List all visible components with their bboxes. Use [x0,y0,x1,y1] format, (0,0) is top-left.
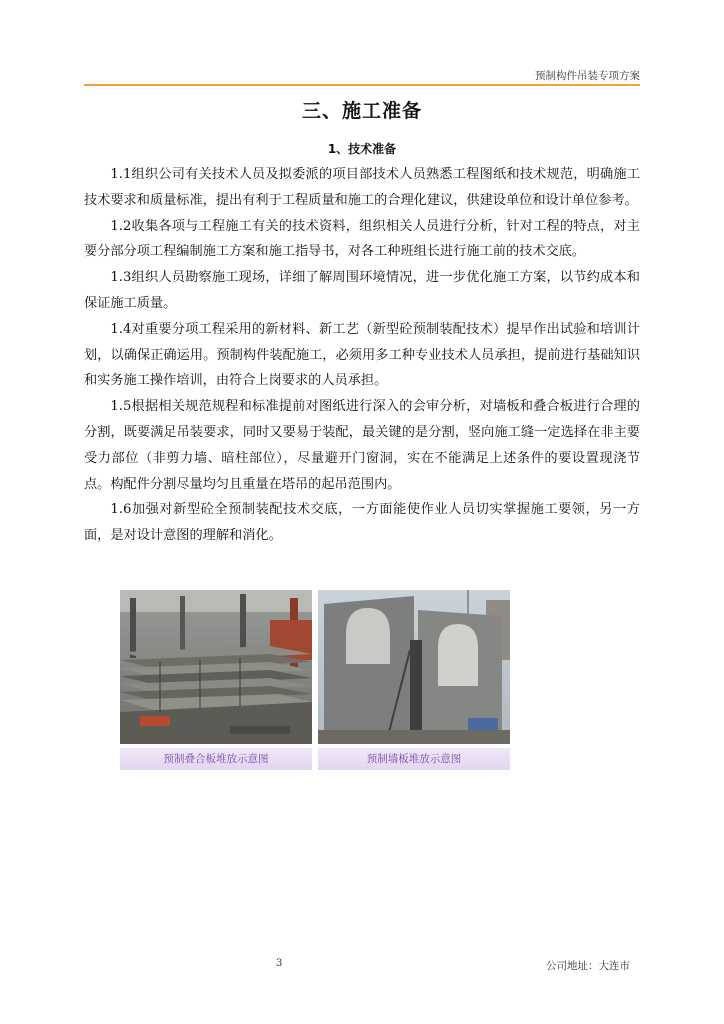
paragraph-1-5: 1.5根据相关规范规程和标准提前对图纸进行深入的会审分析，对墙板和叠合板进行合理的分割，既要满足吊装要求，同时又要易于装配，最关键的是分割，竖向施工缝一定选择在非主要受力部位（非剪力墙、暗柱部位），尽量避开门窗洞，实在不能满足上述条件的要设置现浇节点。构配件分割尽量均匀且重量在塔吊的起吊范围内。 [84,399,640,492]
body-text [84,162,640,549]
paragraph-1-3: 1.3组织人员勘察施工现场，详细了解周围环境情况，进一步优化施工方案，以节约成本和保证施工质量。 [84,270,640,311]
header-title: 预制构件吊装专项方案 [535,70,640,82]
paragraph-1-4: 1.4对重要分项工程采用的新材料、新工艺（新型砼预制装配技术）提早作出试验和培训计划，以确保正确运用。预制构件装配施工，必须用多工种专业技术人员承担，提前进行基础知识和实务施工操作培训，由符合上岗要求的人员承担。 [84,321,640,389]
paragraph-1-6: 1.6加强对新型砼全预制装配技术交底，一方面能使作业人员切实掌握施工要领，另一方面，是对设计意图的理解和消化。 [84,502,640,544]
figure-caption: 预制叠合板堆放示意图 [120,748,312,770]
wall-panel-photo [318,590,510,744]
footer-address: 公司地址：大连市 [546,960,630,972]
figure-wall-panel [318,590,510,770]
paragraph-1-2: 1.2收集各项与工程施工有关的技术资料，组织相关人员进行分析，针对工程的特点，对主要分部分项工程编制施工方案和施工指导书，对各工种班组长进行施工前的技术交底。 [84,218,640,260]
header-rule [84,84,640,86]
section-title: 三、施工准备 [301,100,422,122]
figure-slab-stack [120,590,312,770]
page-number: 3 [276,958,283,969]
slab-stack-photo [120,590,312,744]
paragraph-1-1: 1.1组织公司有关技术人员及拟委派的项目部技术人员熟悉工程图纸和技术规范，明确施工技术要求和质量标准，提出有利于工程质量和施工的合理化建议，供建设单位和设计单位参考。 [84,167,640,208]
figure-row [120,590,510,770]
figure-caption: 预制墙板堆放示意图 [318,748,510,770]
subsection-title: 1、技术准备 [327,142,397,156]
